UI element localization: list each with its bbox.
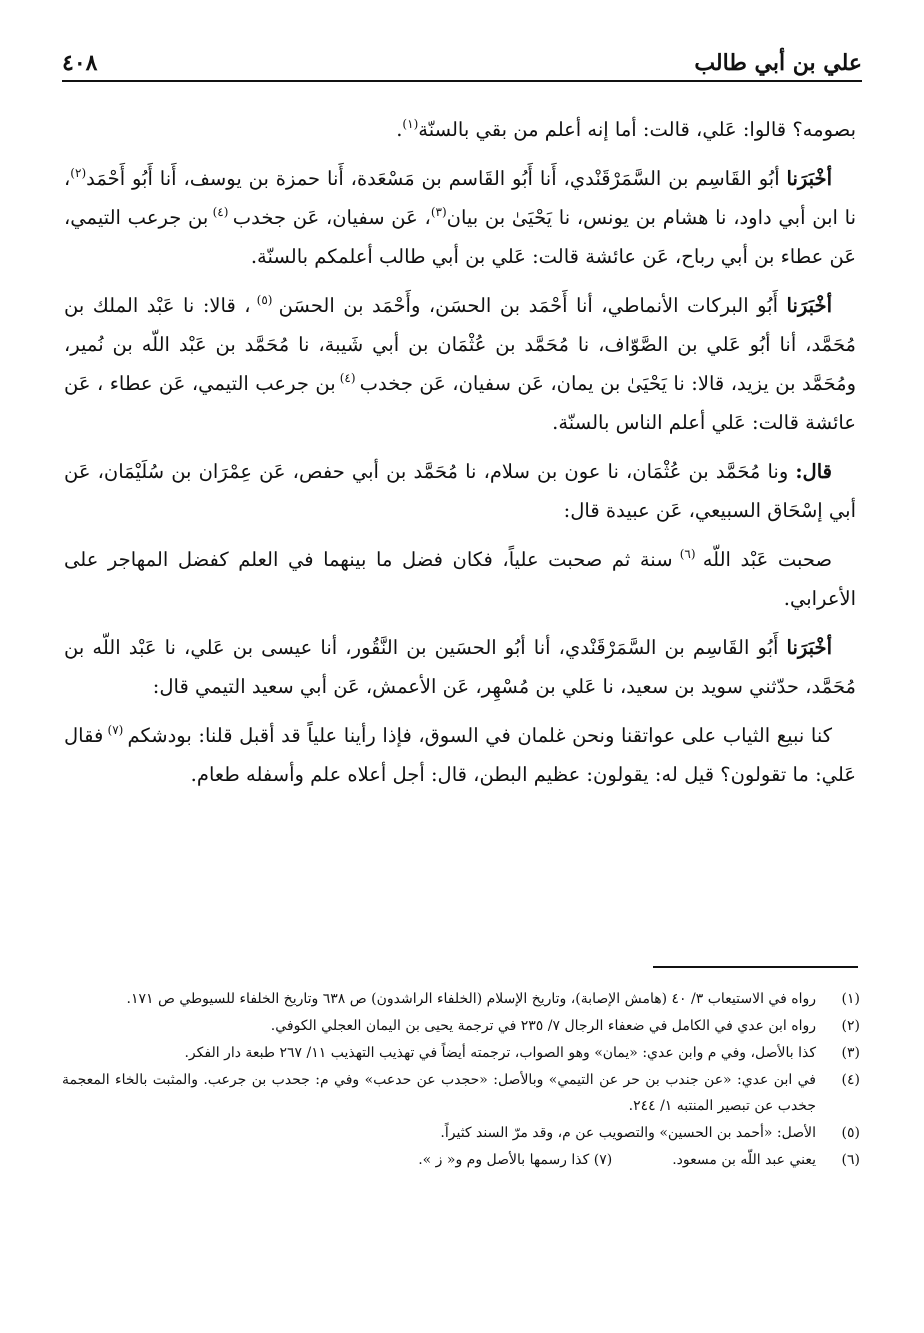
footnote-text-run: يعني عبد اللّه بن مسعود. <box>672 1152 816 1168</box>
page-number: ٤٠٨ <box>62 50 98 76</box>
footnote-text: رواه ابن عدي في الكامل في ضعفاء الرجال ٧/ ٢٣٥ في ترجمة يحيى بن اليمان العجلي الكوفي. <box>270 1018 816 1034</box>
footnote <box>62 1147 860 1173</box>
narration-keyword: أخْبَرَنا <box>786 167 832 190</box>
footnote-marker: (١) <box>402 117 419 131</box>
footnote-marker: (٣) <box>430 205 447 219</box>
footnote <box>62 1013 860 1039</box>
footnote-number: (٤) <box>841 1072 860 1088</box>
footnote <box>62 1040 860 1066</box>
footnote-divider <box>653 966 858 968</box>
footnote-number: (٢) <box>841 1018 860 1034</box>
footnote-marker: (٤) <box>208 205 233 219</box>
footnote-marker: (٤) <box>335 371 360 385</box>
text-run: . <box>396 118 403 141</box>
footnote-number: (٥) <box>841 1125 860 1141</box>
running-title: علي بن أبي طالب <box>694 50 862 76</box>
text-run: أَبُو البركات الأنماطي، أنا أَحْمَد بن الحسَن، وأَحْمَد بن الحسَن <box>278 294 787 317</box>
paragraph <box>64 540 856 618</box>
text-run: كنا نبيع الثياب على عواتقنا ونحن غلمان في السوق، فإذا رأينا علياً قد أقبل قلنا: بودشكم <box>127 724 833 747</box>
footnotes <box>62 986 860 1174</box>
text-run: بن جرعب التيمي، عَن عطاء بن أبي رباح، عَن عائشة قالت: عَلي بن أبي طالب أعلمكم بالسنّة. <box>64 206 856 268</box>
page-header <box>62 48 862 82</box>
footnote-text: في ابن عدي: «عن جندب بن حر عن التيمي» وبالأصل: «حجدب عن حدعب» وفي م: جحدب بن جرعب. والمثبت بالخاء المعجمة جخدب عن تبصير المنتبه ١/ ٢٤٤. <box>62 1072 816 1114</box>
footnote-number: (٣) <box>841 1045 860 1061</box>
footnote-number: (٧) <box>593 1152 613 1168</box>
paragraph <box>64 110 856 149</box>
footnote-text <box>62 1147 816 1173</box>
footnote <box>62 1067 860 1119</box>
footnote-text: رواه في الاستيعاب ٣/ ٤٠ (هامش الإصابة)، وتاريخ الإسلام (الخلفاء الراشدون) ص ٦٣٨ وتاريخ الخلفاء للسيوطي ص ١٧١. <box>126 991 816 1007</box>
text-run: بصومه؟ قالوا: عَلي، قالت: أما إنه أعلم من بقي بالسنّة <box>418 118 856 141</box>
paragraph <box>64 286 856 442</box>
paragraph <box>64 452 856 530</box>
footnote <box>62 1120 860 1146</box>
text-run: أبُو القَاسِم بن السَّمَرْقَنْدي، أَنا أَبُو القَاسم بن مَسْعَدة، أَنا حمزة بن يوسف، أَنا أَبُو أَحْمَد <box>86 167 787 190</box>
footnote-marker: (٥) <box>250 293 279 307</box>
footnote-marker: (٦) <box>672 547 703 561</box>
text-run: ، عَن سفيان، عَن جخدب <box>232 206 431 229</box>
paragraph <box>64 159 856 276</box>
footnote-text-run: كذا رسمها بالأصل وم و« ز ». <box>418 1152 590 1168</box>
footnote <box>62 986 860 1012</box>
text-run: سنة ثم صحبت علياً، فكان فضل ما بينهما في العلم كفضل المهاجر على الأعرابي. <box>64 548 856 610</box>
paragraph <box>64 628 856 706</box>
footnote-number: (٦) <box>841 1152 860 1168</box>
footnote-text: كذا بالأصل، وفي م وابن عدي: «يمان» وهو الصواب، ترجمته أيضاً في تهذيب التهذيب ١١/ ٢٦٧ طبعة دار الفكر. <box>184 1045 816 1061</box>
main-text <box>64 110 856 804</box>
text-run: ونا مُحَمَّد بن عُثْمَان، نا عون بن سلام، نا مُحَمَّد بن أبي حفص، عَن عِمْرَان بن سُلَيْمَان، عَن أبي إسْحَاق السبيعي، عَن عبيدة قال: <box>64 460 856 522</box>
footnote-number: (١) <box>841 991 860 1007</box>
text-run: ، قالا: نا عَبْد الملك بن مُحَمَّد، أنا أبُو عَلي بن الصَّوّاف، نا مُحَمَّد بن عُثْمَان بن أبي شَيبة، نا مُحَمَّد بن عَبْد اللّه بن نُمير، ومُحَمَّد بن يزيد، قالا: نا يَحْيَىٰ بن يمان، عَن سفيان، عَن جخدب <box>64 294 857 395</box>
narration-keyword: أخْبَرَنا <box>786 294 832 317</box>
text-run: صحبت عَبْد اللّه <box>702 548 833 571</box>
paragraph <box>64 716 856 794</box>
text-run: أَبُو القَاسِم بن السَّمَرْقَنْدي، أنا أبُو الحسَين بن النَّقُور، أنا عيسى بن عَلي، نا عَبْد اللّه بن مُحَمَّد، حدّثني سويد بن سعيد، نا عَلي بن مُسْهِر، عَن الأعمش، عَن أبي سعيد التيمي قال: <box>64 636 856 698</box>
narration-keyword: أخْبَرَنا <box>786 636 832 659</box>
text-run: فقال عَلي: ما تقولون؟ قيل له: يقولون: عظيم البطن، قال: أجل أعلاه علم وأسفله طعام. <box>64 724 856 786</box>
footnote-marker: (٧) <box>103 723 128 737</box>
footnote-text: الأصل: «أحمد بن الحسين» والتصويب عن م، وقد مرّ السند كثيراً. <box>440 1125 816 1141</box>
text-run: بن جرعب التيمي، عَن عطاء ، عَن عائشة قالت: عَلي أعلم الناس بالسنّة. <box>64 372 856 434</box>
footnote-marker: (٢) <box>70 166 87 180</box>
text-run: ، نا ابن أبي داود، نا هشام بن يونس، نا يَحْيَىٰ بن بيان <box>64 167 857 229</box>
narration-keyword: قال: <box>795 460 832 483</box>
